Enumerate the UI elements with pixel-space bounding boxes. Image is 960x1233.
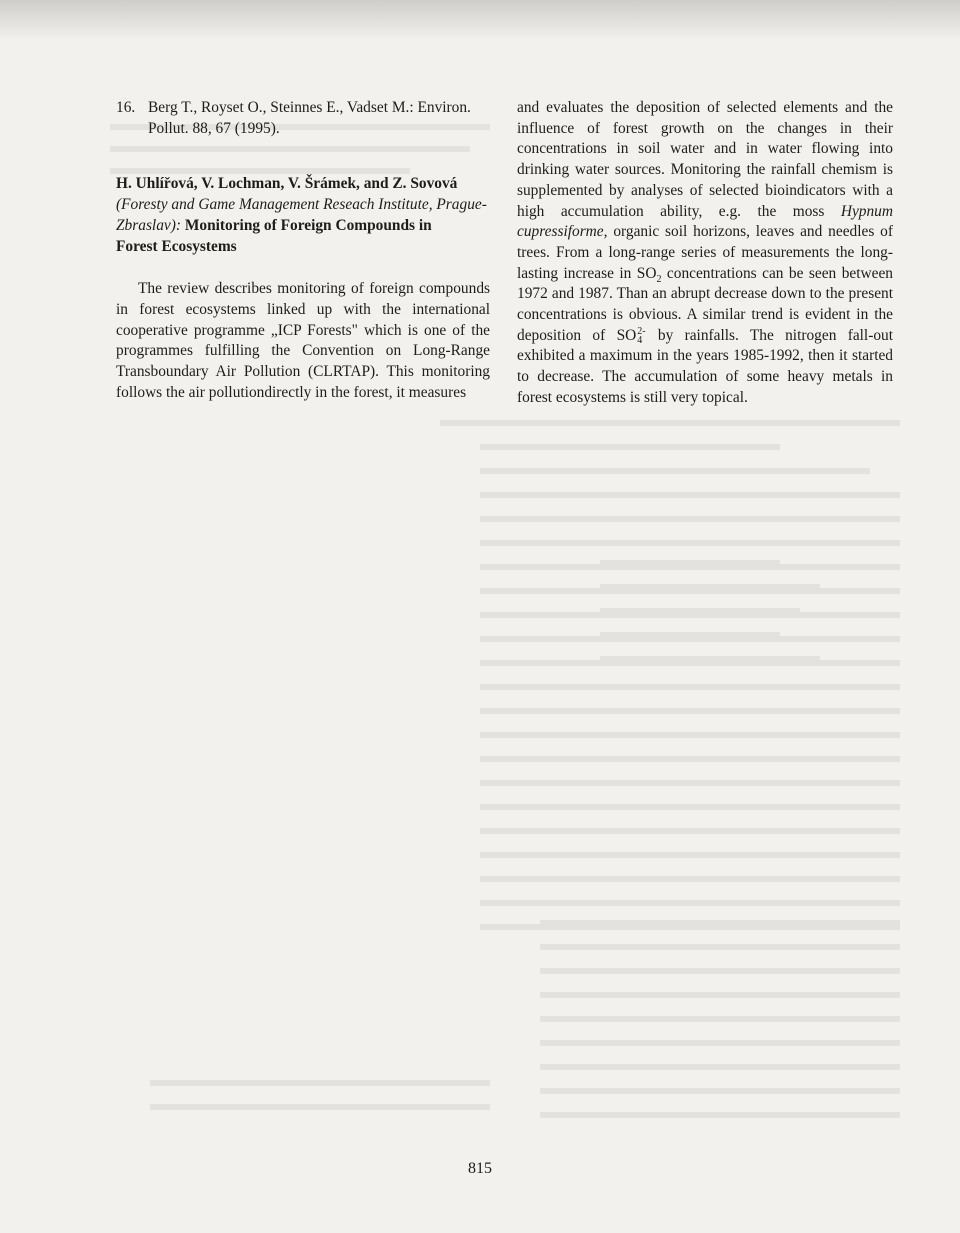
article-affiliation-and-title [116,195,490,236]
abstract-right-text-1: and evaluates the deposition of selected elements and the influence of forest growth on the changes in their concentrations in soil water and in water flowing into drinking water sources. Monitoring the rainfall chemism is supplemented by analyses of selected bioindicators with a high accumulation ability, e.g. the moss [517,99,893,220]
article-affiliation: (Foresty and Game Management Reseach Institute, Prague-Zbraslav): [116,196,487,234]
reference-line-2: Pollut. 88, 67 (1995). [148,119,280,137]
so2-formula: $SO_2$ [636,264,662,285]
right-column [517,98,893,409]
article-authors: H. Uhlířová, V. Lochman, V. Šrámek, and Z. Sovová [116,175,458,193]
abstract-right-text-3: concentrations can be seen between 1972 and 1987. Than an abrupt decrease down to the present concentrations is obvious. A similar trend is evident in the deposition of [517,264,893,344]
abstract-right [517,98,893,409]
scan-top-band [0,0,960,40]
so4-formula: SO 2- 4 [616,326,646,347]
article-title-part-2: Forest Ecosystems [116,237,237,255]
left-column [116,98,490,419]
page-number: 815 [468,1160,492,1177]
reference-line-1: Berg T., Royset O., Steinnes E., Vadset M.: Environ. [148,99,471,116]
reference-16 [116,98,490,139]
reference-number: 16. [116,99,136,116]
article-title-part-1: Monitoring of Foreign Compounds in [184,216,432,234]
abstract-left: The review describes monitoring of foreign compounds in forest ecosystems linked up with the international cooperative programme „ICP Forests" which is one of the programmes fulfilling the Convention on Long-Range Transboundary Air Pollution (CLRTAP). This monitoring follows the air pollutiondirectly in the forest, it measures [116,280,490,401]
abstract-right-text-2: organic soil horizons, leaves and needles of trees. From a long-range series of measurements the long-lasting increase in [517,223,893,282]
abstract-right-text-4: by rainfalls. The nitrogen fall-out exhibited a maximum in the years 1985-1992, then it started to decrease. The accumulation of some heavy metals in forest ecosystems is still very topical. [517,326,894,406]
species-name: Hypnum cupressiforme, [517,202,893,241]
